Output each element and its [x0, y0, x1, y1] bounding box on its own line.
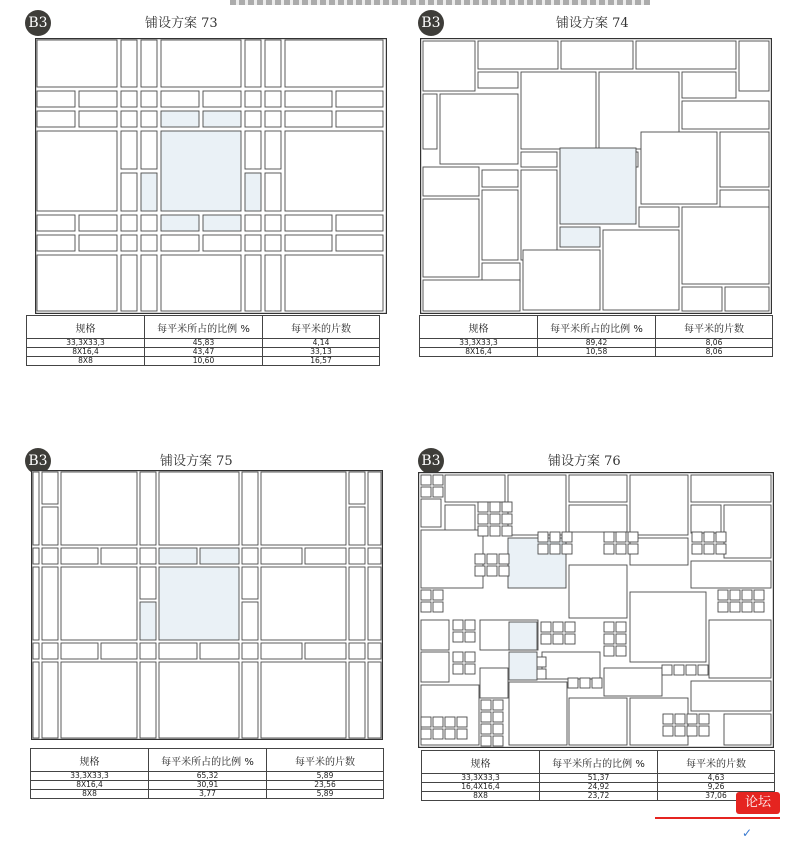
- cell: 9,26: [658, 783, 775, 792]
- spec-table-76: [421, 750, 775, 801]
- table-row: [27, 357, 380, 366]
- cell: 16,4X16,4: [422, 783, 540, 792]
- watermark-line: [655, 817, 780, 819]
- cell: 8X16,4: [27, 348, 145, 357]
- cell: 8,06: [656, 339, 773, 348]
- panel-title: 铺设方案 76: [548, 454, 621, 469]
- panel-title: 铺设方案 73: [145, 16, 218, 31]
- forum-watermark: 论坛: [736, 792, 780, 814]
- panel-title: 铺设方案 74: [556, 16, 629, 31]
- cell: 5,89: [267, 772, 384, 781]
- tile-layout-76: [418, 472, 774, 748]
- cell: 8X16,4: [31, 781, 149, 790]
- cell: 8,06: [656, 348, 773, 357]
- top-edge-strip: [230, 0, 650, 5]
- b3-badge: B3: [25, 10, 51, 36]
- spec-header: 每平米的片数: [263, 316, 380, 339]
- watermark-check-icon: ✓: [742, 826, 753, 840]
- spec-header: 每平米的片数: [656, 316, 773, 339]
- spec-header: 规格: [420, 316, 538, 339]
- cell: 10,58: [538, 348, 656, 357]
- cell: 24,92: [540, 783, 658, 792]
- spec-header: 每平米所占的比例 %: [540, 751, 658, 774]
- cell: 89,42: [538, 339, 656, 348]
- panel-title: 铺设方案 75: [160, 454, 233, 469]
- spec-header: 规格: [422, 751, 540, 774]
- table-row: [420, 348, 773, 357]
- spec-header: 每平米的片数: [267, 749, 384, 772]
- cell: 33,3X33,3: [420, 339, 538, 348]
- tile-layout-74: [420, 38, 772, 314]
- table-row: [422, 792, 775, 801]
- cell: 33,3X33,3: [27, 339, 145, 348]
- cell: 3,77: [149, 790, 267, 799]
- cell: 65,32: [149, 772, 267, 781]
- b3-badge: B3: [418, 10, 444, 36]
- spec-table-73: [26, 315, 380, 366]
- cell: 33,13: [263, 348, 380, 357]
- cell: 37,06: [658, 792, 775, 801]
- cell: 30,91: [149, 781, 267, 790]
- cell: 5,89: [267, 790, 384, 799]
- cell: 33,3X33,3: [422, 774, 540, 783]
- cell: 51,37: [540, 774, 658, 783]
- b3-badge: B3: [418, 448, 444, 474]
- spec-header: 规格: [31, 749, 149, 772]
- cell: 8X8: [422, 792, 540, 801]
- spec-header: 每平米所占的比例 %: [149, 749, 267, 772]
- cell: 33,3X33,3: [31, 772, 149, 781]
- cell: 23,72: [540, 792, 658, 801]
- cell: 4,14: [263, 339, 380, 348]
- b3-badge: B3: [25, 448, 51, 474]
- cell: 8X8: [27, 357, 145, 366]
- spec-header: 每平米所占的比例 %: [145, 316, 263, 339]
- tile-layout-75: [31, 470, 383, 740]
- cell: 4,63: [658, 774, 775, 783]
- spec-table-75: [30, 748, 384, 799]
- cell: 23,56: [267, 781, 384, 790]
- cell: 8X8: [31, 790, 149, 799]
- spec-header: 每平米所占的比例 %: [538, 316, 656, 339]
- cell: 16,57: [263, 357, 380, 366]
- table-row: [31, 790, 384, 799]
- spec-header: 每平米的片数: [658, 751, 775, 774]
- tile-layout-73: [35, 38, 387, 314]
- spec-table-74: [419, 315, 773, 357]
- cell: 43,47: [145, 348, 263, 357]
- spec-header: 规格: [27, 316, 145, 339]
- cell: 8X16,4: [420, 348, 538, 357]
- cell: 10,60: [145, 357, 263, 366]
- cell: 45,83: [145, 339, 263, 348]
